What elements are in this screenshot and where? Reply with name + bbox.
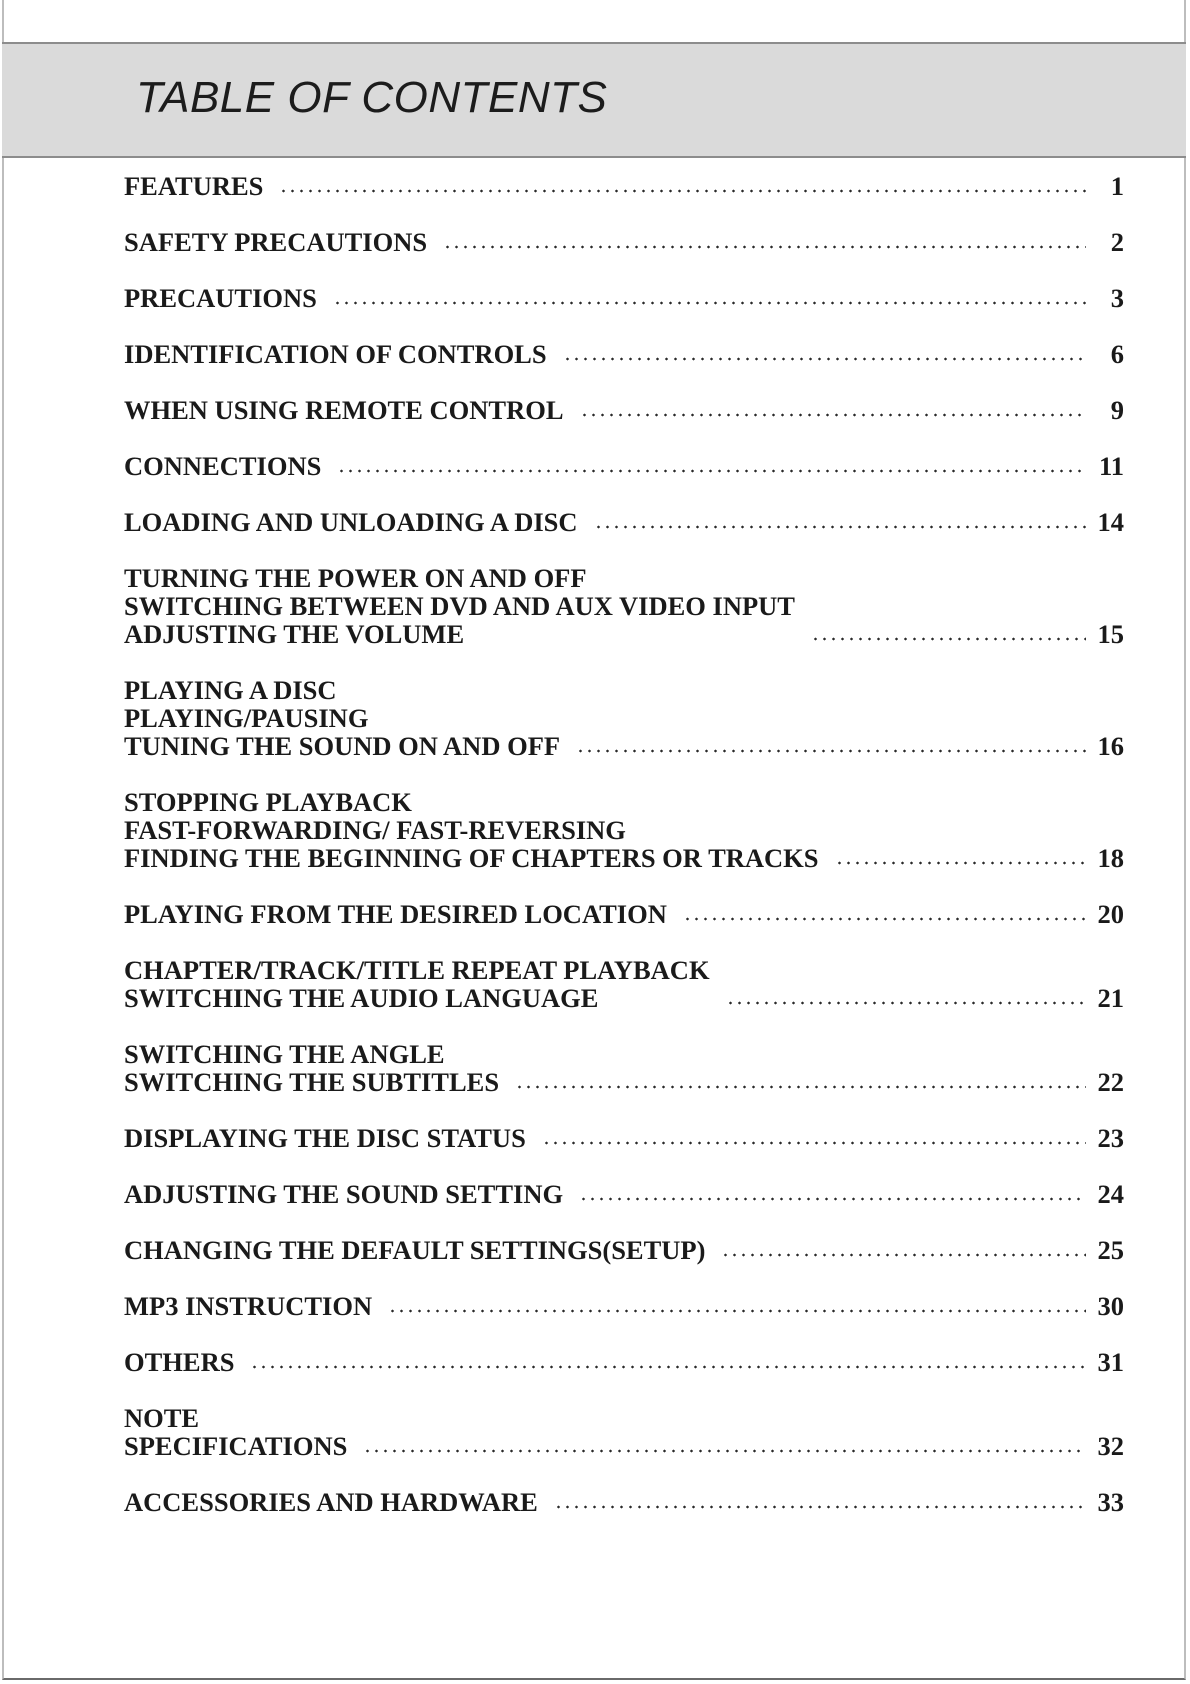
toc-entry-title: TUNING THE SOUND ON AND OFF [124, 731, 561, 761]
toc-entry-title: PRECAUTIONS [124, 283, 317, 313]
toc-entry [124, 1404, 1124, 1460]
toc-entry [124, 396, 1124, 424]
toc-entry [124, 1124, 1124, 1152]
toc-entry-title: TURNING THE POWER ON AND OFF [124, 563, 587, 593]
toc-entry-titles [124, 396, 564, 424]
toc-page-number: 6 [1110, 339, 1124, 369]
toc-entry-title: SWITCHING BETWEEN DVD AND AUX VIDEO INPUT [124, 591, 795, 621]
toc-page-number: 32 [1097, 1431, 1124, 1461]
toc-entry-titles [124, 564, 795, 648]
toc-entry [124, 172, 1124, 200]
header-band [2, 42, 1186, 158]
toc-entry [124, 676, 1124, 760]
toc-entry-title: SAFETY PRECAUTIONS [124, 227, 428, 257]
toc-entry-title: FINDING THE BEGINNING OF CHAPTERS OR TRACKS [124, 843, 819, 873]
toc-entry-title: ADJUSTING THE SOUND SETTING [124, 1179, 564, 1209]
toc-entry-titles [124, 1292, 372, 1320]
toc-page-number: 1 [1110, 171, 1124, 201]
toc-entry-title: LOADING AND UNLOADING A DISC [124, 507, 578, 537]
toc-entry-titles [124, 956, 710, 1012]
toc-entry-titles [124, 676, 560, 760]
toc-entry-titles [124, 1180, 563, 1208]
dot-leader [811, 637, 1086, 641]
toc-page-number: 33 [1097, 1487, 1124, 1517]
dot-leader [542, 1141, 1086, 1145]
dot-leader [594, 525, 1086, 529]
toc-entry-title: PLAYING/PAUSING [124, 703, 369, 733]
dot-leader [576, 749, 1086, 753]
dot-leader [515, 1085, 1086, 1089]
toc-entry-title: OTHERS [124, 1347, 235, 1377]
toc-page-number: 21 [1097, 983, 1124, 1013]
toc-page-number: 2 [1110, 227, 1124, 257]
toc-page-number: 22 [1097, 1067, 1124, 1097]
toc-entry-titles [124, 1348, 234, 1376]
toc-entry [124, 1236, 1124, 1264]
toc-page-number: 24 [1097, 1179, 1124, 1209]
toc-entry-title: NOTE [124, 1403, 200, 1433]
dot-leader [835, 861, 1086, 865]
toc-entry-title: ADJUSTING THE VOLUME [124, 619, 465, 649]
toc-entry-titles [124, 1404, 347, 1460]
toc-entry [124, 340, 1124, 368]
toc-entry [124, 788, 1124, 872]
dot-leader [721, 1253, 1086, 1257]
toc-entry-title: SWITCHING THE SUBTITLES [124, 1067, 500, 1097]
dot-leader [250, 1365, 1086, 1369]
toc-page-number: 18 [1097, 843, 1124, 873]
toc-page-number: 25 [1097, 1235, 1124, 1265]
toc-entry-titles [124, 452, 321, 480]
toc-entry-title: FEATURES [124, 171, 264, 201]
toc-entry-title: SWITCHING THE AUDIO LANGUAGE [124, 983, 599, 1013]
toc-page-number: 23 [1097, 1123, 1124, 1153]
toc-entry [124, 564, 1124, 648]
toc-entry-titles [124, 788, 819, 872]
dot-leader [563, 357, 1086, 361]
toc-entry-titles [124, 1488, 538, 1516]
toc-entry-title: DISPLAYING THE DISC STATUS [124, 1123, 526, 1153]
toc-entry [124, 900, 1124, 928]
toc-entry-titles [124, 508, 578, 536]
toc-entry-title: PLAYING A DISC [124, 675, 337, 705]
toc-entry-title: PLAYING FROM THE DESIRED LOCATION [124, 899, 667, 929]
toc-entry [124, 284, 1124, 312]
toc-page-number: 9 [1110, 395, 1124, 425]
toc-entry-titles [124, 284, 317, 312]
dot-leader [554, 1505, 1086, 1509]
toc-entry [124, 1040, 1124, 1096]
dot-leader [388, 1309, 1086, 1313]
toc-page-number: 14 [1097, 507, 1124, 537]
toc-entry-title: IDENTIFICATION OF CONTROLS [124, 339, 547, 369]
toc-entry-title: ACCESSORIES AND HARDWARE [124, 1487, 538, 1517]
toc-entry-titles [124, 340, 547, 368]
dot-leader [443, 245, 1086, 249]
toc-page-number: 15 [1097, 619, 1124, 649]
dot-leader [333, 301, 1086, 305]
dot-leader [363, 1449, 1086, 1453]
toc-entry-title: WHEN USING REMOTE CONTROL [124, 395, 564, 425]
dot-leader [683, 917, 1086, 921]
toc-entry-title: CONNECTIONS [124, 451, 322, 481]
toc-entry-titles [124, 1236, 705, 1264]
toc-entry [124, 508, 1124, 536]
toc-page-number: 31 [1097, 1347, 1124, 1377]
toc-entry-title: CHANGING THE DEFAULT SETTINGS(SETUP) [124, 1235, 706, 1265]
dot-leader [580, 413, 1086, 417]
toc-entry-titles [124, 1040, 499, 1096]
dot-leader [337, 469, 1086, 473]
toc-entry-title: FAST-FORWARDING/ FAST-REVERSING [124, 815, 626, 845]
toc-entry-title: STOPPING PLAYBACK [124, 787, 412, 817]
toc-page-number: 16 [1097, 731, 1124, 761]
dot-leader [726, 1001, 1086, 1005]
toc-entry-title: SWITCHING THE ANGLE [124, 1039, 445, 1069]
toc-page-number: 11 [1098, 451, 1124, 481]
toc-entry [124, 1348, 1124, 1376]
toc-entry [124, 1292, 1124, 1320]
toc-entry-titles [124, 172, 263, 200]
toc-entry-titles [124, 1124, 526, 1152]
dot-leader [579, 1197, 1086, 1201]
toc-entry-titles [124, 228, 427, 256]
table-of-contents [124, 172, 1124, 1544]
toc-entry [124, 1180, 1124, 1208]
toc-entry [124, 228, 1124, 256]
toc-entry-title: MP3 INSTRUCTION [124, 1291, 373, 1321]
dot-leader [279, 189, 1086, 193]
toc-entry-title: CHAPTER/TRACK/TITLE REPEAT PLAYBACK [124, 955, 710, 985]
toc-page-number: 20 [1097, 899, 1124, 929]
toc-entry [124, 452, 1124, 480]
toc-page-number: 30 [1097, 1291, 1124, 1321]
toc-page-number: 3 [1110, 283, 1124, 313]
toc-entry-titles [124, 900, 667, 928]
page-title: TABLE OF CONTENTS [136, 73, 608, 122]
toc-entry-title: SPECIFICATIONS [124, 1431, 348, 1461]
toc-entry [124, 1488, 1124, 1516]
toc-entry [124, 956, 1124, 1012]
